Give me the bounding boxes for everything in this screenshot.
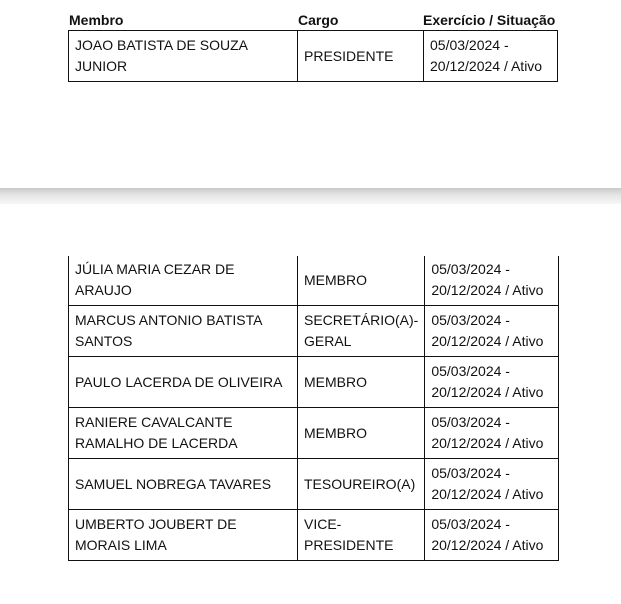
term-text: 20/12/2024 / Ativo [431, 435, 544, 451]
term-text: 20/12/2024 / Ativo [431, 282, 544, 298]
table-row [69, 408, 559, 459]
member-text: JOAO BATISTA DE SOUZA [75, 37, 248, 53]
table-row [69, 31, 558, 82]
cell-member [69, 256, 298, 306]
cell-role [298, 510, 425, 561]
term-text: 20/12/2024 / Ativo [430, 58, 543, 74]
member-text: RAMALHO DE LACERDA [75, 435, 238, 451]
role-text: PRESIDENTE [304, 47, 394, 64]
members-table-bottom [68, 256, 559, 561]
term-text: 05/03/2024 - [431, 261, 510, 277]
table-row [69, 306, 559, 357]
term-text: 20/12/2024 / Ativo [431, 333, 544, 349]
cell-role [298, 31, 424, 82]
role-text: VICE- [304, 516, 342, 532]
cell-member [69, 31, 298, 82]
cell-term [424, 31, 558, 82]
cell-role [298, 459, 425, 510]
term-text: 05/03/2024 - [431, 312, 510, 328]
cell-member [69, 459, 298, 510]
table-row [69, 459, 559, 510]
role-text: PRESIDENTE [304, 537, 394, 553]
term-text: 20/12/2024 / Ativo [431, 486, 544, 502]
table-bottom-section [0, 256, 621, 586]
page-divider [0, 188, 621, 204]
role-text: MEMBRO [304, 271, 367, 288]
role-text: TESOUREIRO(A) [304, 475, 416, 492]
role-text: SECRETÁRIO(A)- [304, 312, 419, 328]
member-text: JÚLIA MARIA CEZAR DE [75, 261, 235, 277]
member-text: SANTOS [75, 333, 133, 349]
term-text: 05/03/2024 - [431, 363, 510, 379]
member-text: RANIERE CAVALCANTE [75, 414, 233, 430]
members-table-top [68, 30, 558, 82]
member-text: MORAIS LIMA [75, 537, 167, 553]
cell-role [298, 357, 425, 408]
blank-area-2 [0, 204, 621, 256]
cell-role [298, 256, 425, 306]
term-text: 20/12/2024 / Ativo [431, 384, 544, 400]
cell-member [69, 306, 298, 357]
cell-term [425, 459, 559, 510]
term-text: 05/03/2024 - [431, 414, 510, 430]
cell-term [425, 306, 559, 357]
cell-role [298, 408, 425, 459]
member-text: ARAUJO [75, 282, 132, 298]
member-text: JUNIOR [75, 58, 128, 74]
term-text: 05/03/2024 - [430, 37, 509, 53]
role-text: GERAL [304, 333, 352, 349]
table-row [69, 357, 559, 408]
cell-member [69, 510, 298, 561]
table-row [69, 510, 559, 561]
member-text: UMBERTO JOUBERT DE [75, 516, 237, 532]
term-text: 05/03/2024 - [431, 465, 510, 481]
member-text: SAMUEL NOBREGA TAVARES [75, 475, 272, 492]
header-role: Cargo [298, 12, 339, 28]
role-text: MEMBRO [304, 424, 367, 441]
cell-term [425, 357, 559, 408]
table-top-section [0, 0, 621, 88]
member-text: MARCUS ANTONIO BATISTA [75, 312, 263, 328]
cell-role [298, 306, 425, 357]
cell-term [425, 510, 559, 561]
blank-area [0, 88, 621, 188]
role-text: MEMBRO [304, 373, 367, 390]
cell-term [425, 256, 559, 306]
header-member: Membro [69, 12, 124, 28]
table-row [69, 256, 559, 306]
cell-member [69, 357, 298, 408]
header-term: Exercício / Situação [423, 12, 556, 28]
member-text: PAULO LACERDA DE OLIVEIRA [75, 373, 283, 390]
term-text: 05/03/2024 - [431, 516, 510, 532]
cell-term [425, 408, 559, 459]
term-text: 20/12/2024 / Ativo [431, 537, 544, 553]
cell-member [69, 408, 298, 459]
